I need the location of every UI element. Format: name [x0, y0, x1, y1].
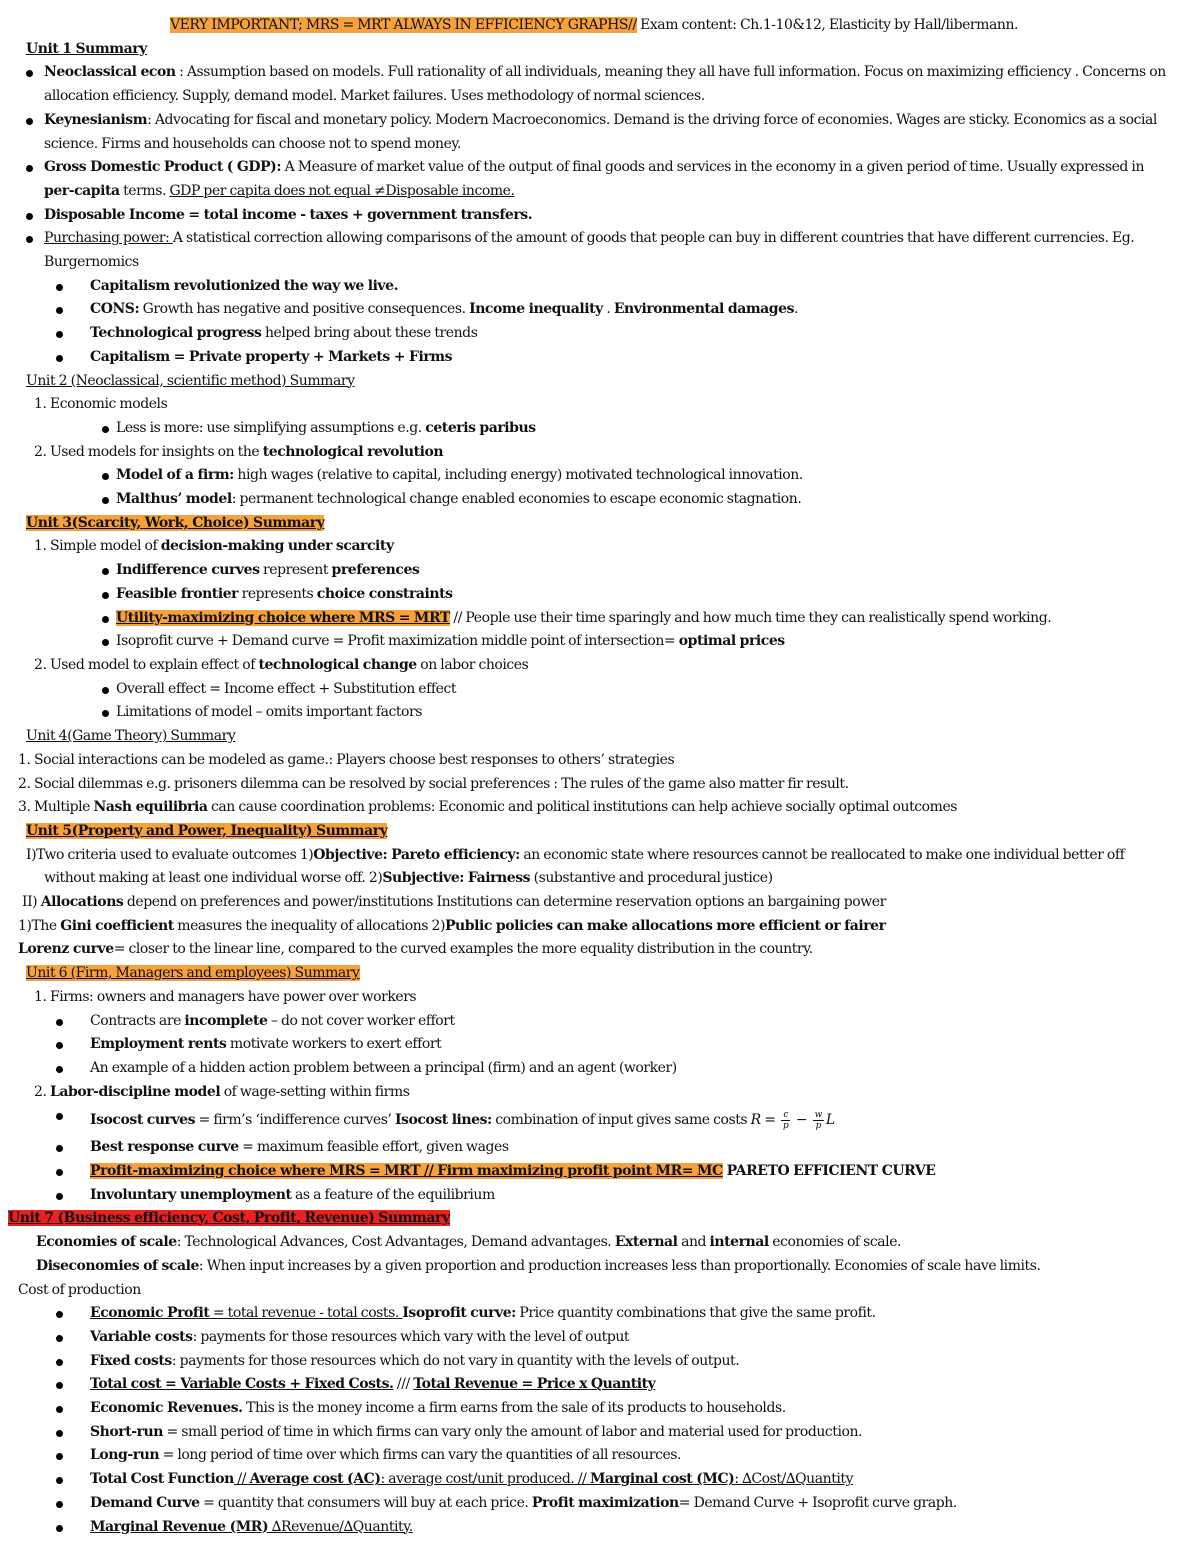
short-run: Short-run — [90, 1423, 163, 1440]
gdp-underlined: GDP per capita does not equal ≠Disposable income. — [169, 182, 515, 199]
diseconomies-of-scale: Diseconomies of scale — [36, 1257, 199, 1274]
feasible-frontier: Feasible frontier — [116, 585, 239, 602]
unit3-frontier — [18, 583, 1170, 607]
isocost-lines-text: combination of input gives same costs — [491, 1112, 751, 1129]
decision-making: decision-making under scarcity — [160, 538, 394, 555]
unit1-sub1 — [18, 275, 1170, 299]
total-revenue: Total Revenue = Price x Quantity — [413, 1376, 656, 1393]
public-policies: Public policies can make allocations more efficient or fairer — [444, 917, 886, 934]
external: External — [614, 1234, 678, 1251]
incomplete: incomplete — [184, 1012, 268, 1029]
unit7-long-run — [18, 1444, 1170, 1468]
unit5-l1-c: an economic state where resources cannot be reallocated to make one individual better off without making at least one individual worse off. 2) — [44, 846, 1125, 887]
unit1-neoclassical — [18, 61, 1170, 108]
environmental-damages: Environmental damages — [613, 301, 795, 318]
formula-l: L — [825, 1112, 835, 1129]
ceteris-paribus: ceteris paribus — [425, 419, 536, 436]
fraction-denominator-p: p — [783, 1120, 789, 1131]
unit6-title-line — [18, 962, 1170, 986]
represent-text: represent — [259, 562, 332, 579]
unit4-title-line — [18, 725, 1170, 749]
total-sep: /// — [393, 1376, 414, 1393]
unit7-variable-costs — [18, 1326, 1170, 1350]
short-run-text: = small period of time in which firms can vary only the amount of labor and material used for production. — [162, 1423, 863, 1440]
unit6-title: Unit 6 (Firm, Managers and employees) Summary — [26, 965, 360, 982]
labor-choices: on labor choices — [416, 656, 529, 673]
optimal-prices: optimal prices — [678, 633, 785, 650]
average-cost-text: : average cost/unit produced. // — [380, 1471, 590, 1488]
isoprofit-text: Isoprofit curve + Demand curve = Profit maximization middle point of intersection= — [116, 633, 679, 650]
unit5-line2 — [18, 891, 1170, 915]
marginal-cost-text: : ∆Cost/∆Quantity — [734, 1471, 854, 1488]
utility-text: // People use their time sparingly and how much time they can realistically spend working. — [449, 609, 1052, 626]
involuntary-unemployment: Involuntary unemployment — [90, 1186, 292, 1203]
unit4-line3 — [18, 796, 1170, 820]
unit6-contracts — [18, 1010, 1170, 1034]
unit6-unemployment — [18, 1184, 1170, 1208]
subjective-fairness: Subjective: Fairness — [382, 870, 531, 887]
unit7-economic-revenues — [18, 1397, 1170, 1421]
unit3-utility — [18, 607, 1170, 631]
unit3-item1 — [18, 535, 1170, 559]
unit1-sub4 — [18, 346, 1170, 370]
unit6-isocost — [18, 1104, 1170, 1136]
employment-rents: Employment rents — [90, 1036, 227, 1053]
unit5-l2-c: depend on preferences and power/institutions Institutions can determine reservation options an bargaining power — [123, 894, 886, 911]
isoprofit-curve: Isoprofit curve: — [402, 1305, 516, 1322]
profit-maximizing-choice: Profit-maximizing choice where MRS = MRT // Firm maximizing profit point MR= MC — [90, 1163, 723, 1180]
unit2-item2-text: 2. Used models for insights on the — [34, 443, 263, 460]
total-cost-function: Total Cost Function — [90, 1471, 234, 1488]
keynesianism-term: Keynesianism — [44, 111, 148, 128]
fraction-numerator-c: c — [781, 1110, 790, 1121]
unit1-sub2 — [18, 298, 1170, 322]
cons-sep: . — [602, 301, 614, 318]
formula-minus: − — [792, 1112, 811, 1129]
keynesianism-text: : Advocating for fiscal and monetary policy. Modern Macroeconomics. Demand is the driving force of economies. Wages are sticky. Economics as a social science. Firms and households can choose not to spend money. — [44, 111, 1157, 152]
preferences: preferences — [331, 562, 420, 579]
unit4-line2: 2. Social dilemmas e.g. prisoners dilemma can be resolved by social preferences : The rules of the game also matter fir result. — [18, 775, 849, 792]
pareto-efficiency: Objective: Pareto efficiency: — [313, 846, 520, 863]
unit3-title-line — [18, 512, 1170, 536]
eos-and: and — [677, 1234, 710, 1251]
unit5-l2-a: II) — [22, 894, 41, 911]
unit6-profit-max — [18, 1160, 1170, 1184]
unit7-demand-curve — [18, 1492, 1170, 1516]
purchasing-power-term: Purchasing power: — [44, 230, 173, 247]
labor-discipline-model: Labor-discipline model — [49, 1083, 221, 1100]
gdp-text: A Measure of market value of the output of final goods and services in the economy in a given period of time. Usually expressed in — [281, 159, 1145, 176]
unit1-keynesianism — [18, 109, 1170, 156]
unit6-best-response — [18, 1136, 1170, 1160]
unit4-l3-a: 3. Multiple — [18, 799, 94, 816]
dis-text: : When input increases by a given proportion and production increases less than proportionally. Economies of scale have limits. — [198, 1257, 1041, 1274]
header-highlight: VERY IMPORTANT; MRS = MRT ALWAYS IN EFFICIENCY GRAPHS// — [169, 17, 637, 33]
unit7-economic-profit — [18, 1302, 1170, 1326]
unit7-total-cost-function — [18, 1468, 1170, 1492]
choice-constraints: choice constraints — [316, 585, 453, 602]
contracts-text: Contracts are — [90, 1012, 185, 1029]
fixed-costs: Fixed costs — [90, 1352, 172, 1369]
unit7-total-cost — [18, 1373, 1170, 1397]
marginal-revenue: Marginal Revenue (MR) — [90, 1518, 269, 1535]
tech-progress-text: helped bring about these trends — [261, 325, 478, 342]
unit3-item2-text: 2. Used model to explain effect of — [34, 656, 259, 673]
marginal-revenue-text: ∆Revenue/∆Quantity. — [268, 1518, 413, 1535]
unit2-malthus — [18, 488, 1170, 512]
unit7-title-line — [8, 1207, 1170, 1231]
unit4-line1: 1. Social interactions can be modeled as game.: Players choose best responses to others’ strategies — [18, 751, 675, 768]
long-run-text: = long period of time over which firms can vary the quantities of all resources. — [159, 1447, 682, 1464]
allocations: Allocations — [40, 894, 124, 911]
technological-revolution: technological revolution — [262, 443, 444, 460]
profit-maximization-text: = Demand Curve + Isoprofit curve graph. — [678, 1494, 957, 1511]
unit5-title-line — [18, 820, 1170, 844]
eos-text: : Technological Advances, Cost Advantages, Demand advantages. — [176, 1234, 615, 1251]
unit3-item1-text: 1. Simple model of — [34, 538, 161, 555]
indifference-curves: Indifference curves — [116, 562, 260, 579]
gdp-term: Gross Domestic Product ( GDP): — [44, 159, 282, 176]
unit6-item1: 1. Firms: owners and managers have power over workers — [34, 988, 417, 1005]
unit3-limitations: Limitations of model – omits important factors — [18, 701, 1170, 725]
unit3-title: Unit 3(Scarcity, Work, Choice) Summary — [26, 514, 325, 531]
unit6-item2-text: of wage-setting within firms — [220, 1083, 410, 1100]
unit4-title: Unit 4(Game Theory) Summary — [26, 728, 236, 745]
isoprofit-text: Price quantity combinations that give the same profit. — [515, 1305, 876, 1322]
unit4-l3-c: can cause coordination problems: Economic and political institutions can help achieve socially optimal outcomes — [207, 799, 958, 816]
malthus-model: Malthus’ model — [116, 491, 232, 508]
nash-equilibria: Nash equilibria — [93, 799, 208, 816]
variable-costs-text: : payments for those resources which vary with the level of output — [192, 1328, 630, 1345]
neoclassical-term: Neoclassical econ — [44, 64, 176, 81]
fraction-numerator-w: w — [814, 1109, 822, 1120]
capitalism-revolution: Capitalism revolutionized the way we live. — [90, 277, 399, 294]
unit6-item2 — [18, 1081, 1170, 1105]
formula-fraction-c-p — [781, 1110, 790, 1131]
pareto-efficient-curve: PARETO EFFICIENT CURVE — [722, 1163, 936, 1180]
neoclassical-text: : Assumption based on models. Full rationality of all individuals, meaning they all have full information. Focus on maximizing efficiency . Concerns on allocation efficiency. Supply, demand model. Market failures. Uses methodology of normal sciences. — [44, 64, 1166, 105]
unit7-diseconomies — [18, 1255, 1170, 1279]
unit5-title: Unit 5(Property and Power, Inequality) Summary — [26, 822, 388, 839]
profit-maximization: Profit maximization — [531, 1494, 679, 1511]
isocost-text: = firm’s ‘indifference curves’ — [195, 1112, 395, 1129]
fraction-denominator-p2: p — [815, 1120, 821, 1131]
unit3-isoprofit — [18, 630, 1170, 654]
fixed-costs-text: : payments for those resources which do not vary in quantity with the levels of output. — [171, 1352, 740, 1369]
capitalism-formula: Capitalism = Private property + Markets + Firms — [90, 348, 453, 365]
unit1-sub3 — [18, 322, 1170, 346]
unit2-model-firm — [18, 464, 1170, 488]
unit5-l1-a: I)Two criteria used to evaluate outcomes 1) — [26, 846, 314, 863]
tcf-sep: // — [233, 1471, 250, 1488]
isocost-curves: Isocost curves — [90, 1112, 196, 1129]
represents-text: represents — [238, 585, 317, 602]
economic-revenues: Economic Revenues. — [90, 1400, 243, 1417]
unit1-gdp — [18, 156, 1170, 203]
isocost-lines: Isocost lines: — [394, 1112, 492, 1129]
tech-progress: Technological progress — [90, 325, 262, 342]
unit5-l3-a: 1)The — [18, 917, 61, 934]
variable-costs: Variable costs — [90, 1328, 193, 1345]
unit5-line4 — [18, 938, 1170, 962]
unit1-title: Unit 1 Summary — [26, 40, 147, 57]
eos-end: economies of scale. — [768, 1234, 902, 1251]
model-of-firm: Model of a firm: — [116, 467, 234, 484]
less-is-more: Less is more: use simplifying assumptions e.g. — [116, 419, 426, 436]
formula-fraction-w-p — [813, 1110, 824, 1131]
model-of-firm-text: high wages (relative to capital, including energy) motivated technological innovation. — [233, 467, 803, 484]
technological-change: technological change — [258, 656, 417, 673]
header-line — [18, 14, 1170, 38]
unit6-item2-num: 2. — [34, 1083, 50, 1100]
unit3-item2 — [18, 654, 1170, 678]
unit1-purchasing-power — [18, 227, 1170, 274]
malthus-text: : permanent technological change enabled economies to escape economic stagnation. — [231, 491, 802, 508]
rents-text: motivate workers to exert effort — [226, 1036, 442, 1053]
gdp-text2: terms. — [119, 182, 170, 199]
unit1-disposable — [18, 204, 1170, 228]
unit3-indifference — [18, 559, 1170, 583]
demand-curve-text: = quantity that consumers will buy at each price. — [199, 1494, 532, 1511]
unit7-marginal-revenue — [18, 1516, 1170, 1540]
cons-text: Growth has negative and positive consequences. — [139, 301, 470, 318]
unit6-hidden-action: An example of a hidden action problem between a principal (firm) and an agent (worker) — [18, 1057, 1170, 1081]
marginal-cost: Marginal cost (MC) — [589, 1471, 735, 1488]
lorenz-curve: Lorenz curve — [18, 941, 114, 958]
unit7-fixed-costs — [18, 1350, 1170, 1374]
unit7-cost-of-production: Cost of production — [18, 1281, 141, 1298]
unit2-title-line — [18, 370, 1170, 394]
economic-profit: Economic Profit — [90, 1305, 210, 1322]
unit2-item1-sub — [18, 417, 1170, 441]
disposable-income: Disposable Income = total income - taxes + government transfers. — [44, 206, 533, 223]
lorenz-text: = closer to the linear line, compared to the curved examples the more equality distribution in the country. — [113, 941, 813, 958]
purchasing-power-text: A statistical correction allowing comparisons of the amount of goods that people can buy in different countries that have different currencies. Eg. Burgernomics — [44, 230, 1135, 271]
unit1-title-line — [18, 38, 1170, 62]
unit2-title: Unit 2 (Neoclassical, scientific method) Summary — [26, 372, 355, 389]
unit2-item2 — [18, 441, 1170, 465]
contracts-text2: – do not cover worker effort — [267, 1012, 455, 1029]
unit7-economies — [18, 1231, 1170, 1255]
economies-of-scale: Economies of scale — [36, 1234, 177, 1251]
cons-label: CONS: — [90, 301, 140, 318]
unit5-line3 — [18, 915, 1170, 939]
unit3-overall-effect: Overall effect = Income effect + Substitution effect — [18, 678, 1170, 702]
unemployment-text: as a feature of the equilibrium — [291, 1186, 495, 1203]
demand-curve: Demand Curve — [90, 1494, 200, 1511]
unit7-short-run — [18, 1421, 1170, 1445]
total-cost: Total cost = Variable Costs + Fixed Costs. — [90, 1376, 394, 1393]
average-cost: Average cost (AC) — [249, 1471, 381, 1488]
economic-profit-text: = total revenue - total costs. — [209, 1305, 403, 1322]
unit7-title: Unit 7 (Business efficiency, Cost, Profit, Revenue) Summary — [8, 1210, 450, 1227]
internal: internal — [709, 1234, 769, 1251]
best-response-text: = maximum feasible effort, given wages — [238, 1139, 509, 1156]
unit5-l3-c: measures the inequality of allocations 2) — [173, 917, 445, 934]
gini-coefficient: Gini coefficient — [60, 917, 174, 934]
unit2-item1: 1. Economic models — [34, 396, 168, 413]
utility-maximizing: Utility-maximizing choice where MRS = MRT — [116, 609, 450, 626]
header-rest: Exam content: Ch.1-10&12, Elasticity by Hall/libermann. — [636, 17, 1019, 33]
unit5-line1 — [18, 844, 1170, 891]
formula-r: R = — [750, 1112, 776, 1129]
long-run: Long-run — [90, 1447, 160, 1464]
best-response-curve: Best response curve — [90, 1139, 239, 1156]
gdp-per-capita: per-capita — [44, 182, 120, 199]
economic-revenues-text: This is the money income a firm earns from the sale of its products to households. — [242, 1400, 786, 1417]
unit5-l1-e: (substantive and procedural justice) — [530, 870, 773, 887]
income-inequality: Income inequality — [469, 301, 603, 318]
cons-end: . — [794, 301, 799, 318]
unit6-rents — [18, 1033, 1170, 1057]
